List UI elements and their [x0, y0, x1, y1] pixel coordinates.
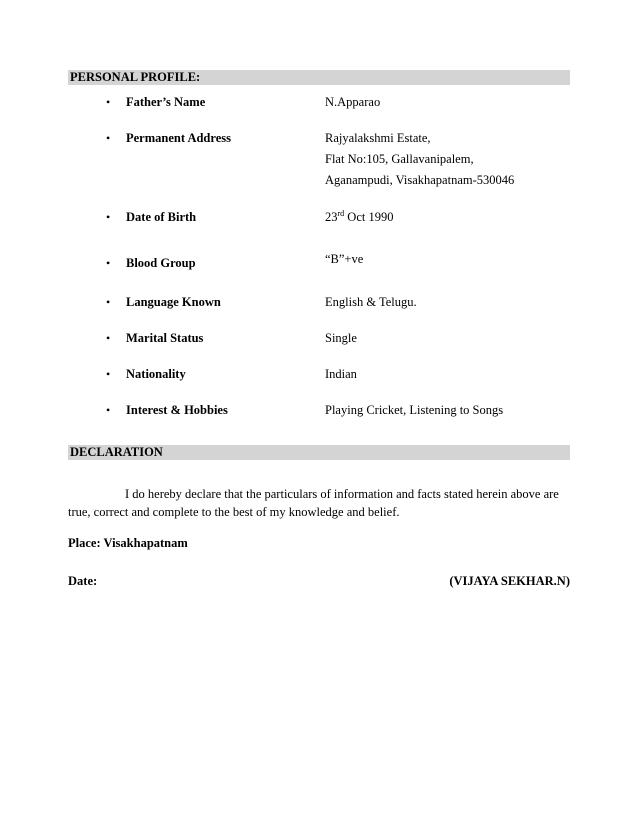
profile-value: 23rd Oct 1990 [325, 208, 394, 224]
profile-label: Interest & Hobbies [126, 403, 228, 417]
profile-label: Nationality [126, 367, 186, 381]
bullet-icon: • [106, 131, 111, 145]
declaration-text: I do hereby declare that the particulars of information and facts stated herein above are true, correct and complete to the best of my knowledge and belief. [68, 487, 559, 519]
profile-value: Indian [325, 367, 357, 381]
address-line: Aganampudi, Visakhapatnam-530046 [325, 173, 515, 187]
profile-label: Blood Group [126, 256, 196, 270]
personal-profile-heading [68, 70, 570, 85]
place-line: Place: Visakhapatnam [68, 536, 188, 550]
profile-value: “B”+ve [325, 252, 364, 266]
profile-value: Single [325, 331, 357, 345]
bullet-icon: • [106, 95, 111, 109]
declaration-heading-text: DECLARATION [70, 445, 163, 459]
declaration-heading [68, 445, 570, 460]
profile-label: Permanent Address [126, 131, 231, 145]
bullet-icon: • [106, 331, 111, 345]
profile-label: Father’s Name [126, 95, 206, 109]
bullet-icon: • [106, 295, 111, 309]
profile-value: N.Apparao [325, 95, 381, 109]
profile-value: Playing Cricket, Listening to Songs [325, 403, 504, 417]
profile-label: Marital Status [126, 331, 204, 345]
address-line: Rajyalakshmi Estate, [325, 131, 431, 145]
profile-label: Language Known [126, 295, 221, 309]
address-line: Flat No:105, Gallavanipalem, [325, 152, 474, 166]
profile-value: English & Telugu. [325, 295, 417, 309]
bullet-icon: • [106, 367, 111, 381]
profile-label: Date of Birth [126, 210, 197, 224]
personal-profile-heading-text: PERSONAL PROFILE: [70, 70, 201, 84]
date-label: Date: [68, 574, 98, 588]
profile-value-address [325, 128, 514, 191]
signature-name: (VIJAYA SEKHAR.N) [449, 574, 570, 588]
bullet-icon: • [106, 403, 111, 417]
bullet-icon: • [106, 210, 111, 224]
bullet-icon: • [106, 256, 111, 270]
